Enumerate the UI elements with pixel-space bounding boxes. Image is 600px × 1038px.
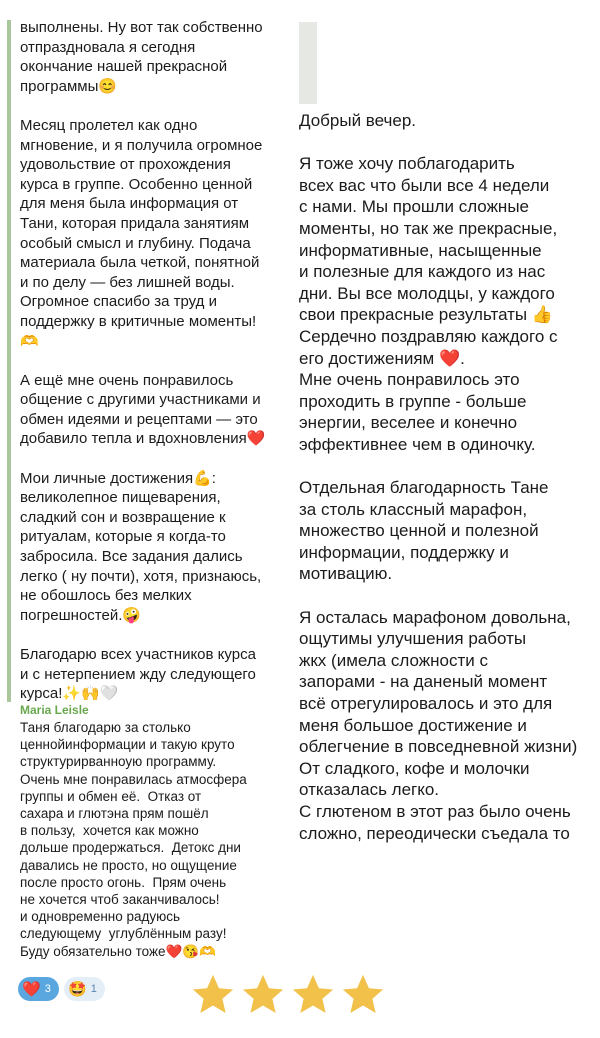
star-icon bbox=[290, 972, 336, 1018]
card-message-text: Таня благодарю за столько ценнойинформации и такую круто структурирванноую программу. Очень мне понравилась атмосфера группы и обмен её. Отказ от сахара и глютэна прям пошёл в пользу, хочется как можно дольше продержаться. Детокс дни давались не просто, но ощущение после просто огонь. Прям очень не хочется чтоб заканчивалось! и одновременно радуюсь следующему углублённым разу! Буду обязательно тоже❤️😘🫶 bbox=[20, 720, 247, 959]
star-rating bbox=[190, 972, 386, 1018]
left-message-text: выполнены. Ну вот так собственно отпраздновала я сегодня окончание нашей прекрасной программы😊 Месяц пролетел как одно мгновение, и я получила огромное удовольствие от прохождения курса в группе. Особенно ценной для меня была информация от Тани, которая придала занятиям особый смысл и глубину. Подача материала была четкой, понятной и по делу — без лишней воды. Огромное спасибо за труд и поддержку в критичные моменты! 🫶 А ещё мне очень понравилось общение с другими участниками и обмен идеями и рецептами — это добавило тепла и вдохновления❤️ Мои личные достижения💪: великолепное пищеварения, сладкий сон и возвращение к ритуалам, которые я когда-то забросила. Все задания дались легко ( ну почти), хотя, признаюсь, не обошлось без мелких погрешностей.🤪 Благодарю всех участников курса и с нетерпением жду следующего курса!✨🙌🤍 bbox=[20, 19, 266, 703]
reaction-count: 3 bbox=[44, 983, 51, 995]
card-author[interactable]: Maria Leisle bbox=[20, 705, 89, 716]
reply-bar bbox=[7, 20, 11, 702]
star-eyes-icon: 🤩 bbox=[68, 981, 87, 998]
star-icon bbox=[340, 972, 386, 1018]
reaction-heart-button[interactable] bbox=[18, 977, 59, 1001]
right-message-bar bbox=[299, 22, 317, 104]
right-message-text: Добрый вечер. Я тоже хочу поблагодарить всех вас что были все 4 недели с нами. Мы прошли сложные моменты, но так же прекрасные, информативные, насыщенные и полезные для каждого из нас дни. Вы все молодцы, у каждого свои прекрасные результаты 👍 Сердечно поздравляю каждого с его достижениям ❤️. Мне очень понравилось это проходить в группе - больше энергии, веселее и конечно эффективнее чем в одиночку. Отдельная благодарность Тане за столь классный марафон, множество ценной и полезной информации, поддержку и мотивацию. Я осталась марафоном довольна, ощутимы улучшения работы жкх (имела сложности с запорами - на даненый момент всё отрегулировалось и это для меня большое достижение и облегчение в повседневной жизни) От сладкого, кофе и молочки отказалась легко. С глютеном в этот раз было очень сложно, переодически съедала то bbox=[299, 111, 578, 843]
reaction-star-eyes-button[interactable] bbox=[64, 977, 105, 1001]
reaction-count: 1 bbox=[90, 983, 97, 995]
heart-icon: ❤️ bbox=[22, 981, 41, 998]
star-icon bbox=[240, 972, 286, 1018]
star-icon bbox=[190, 972, 236, 1018]
